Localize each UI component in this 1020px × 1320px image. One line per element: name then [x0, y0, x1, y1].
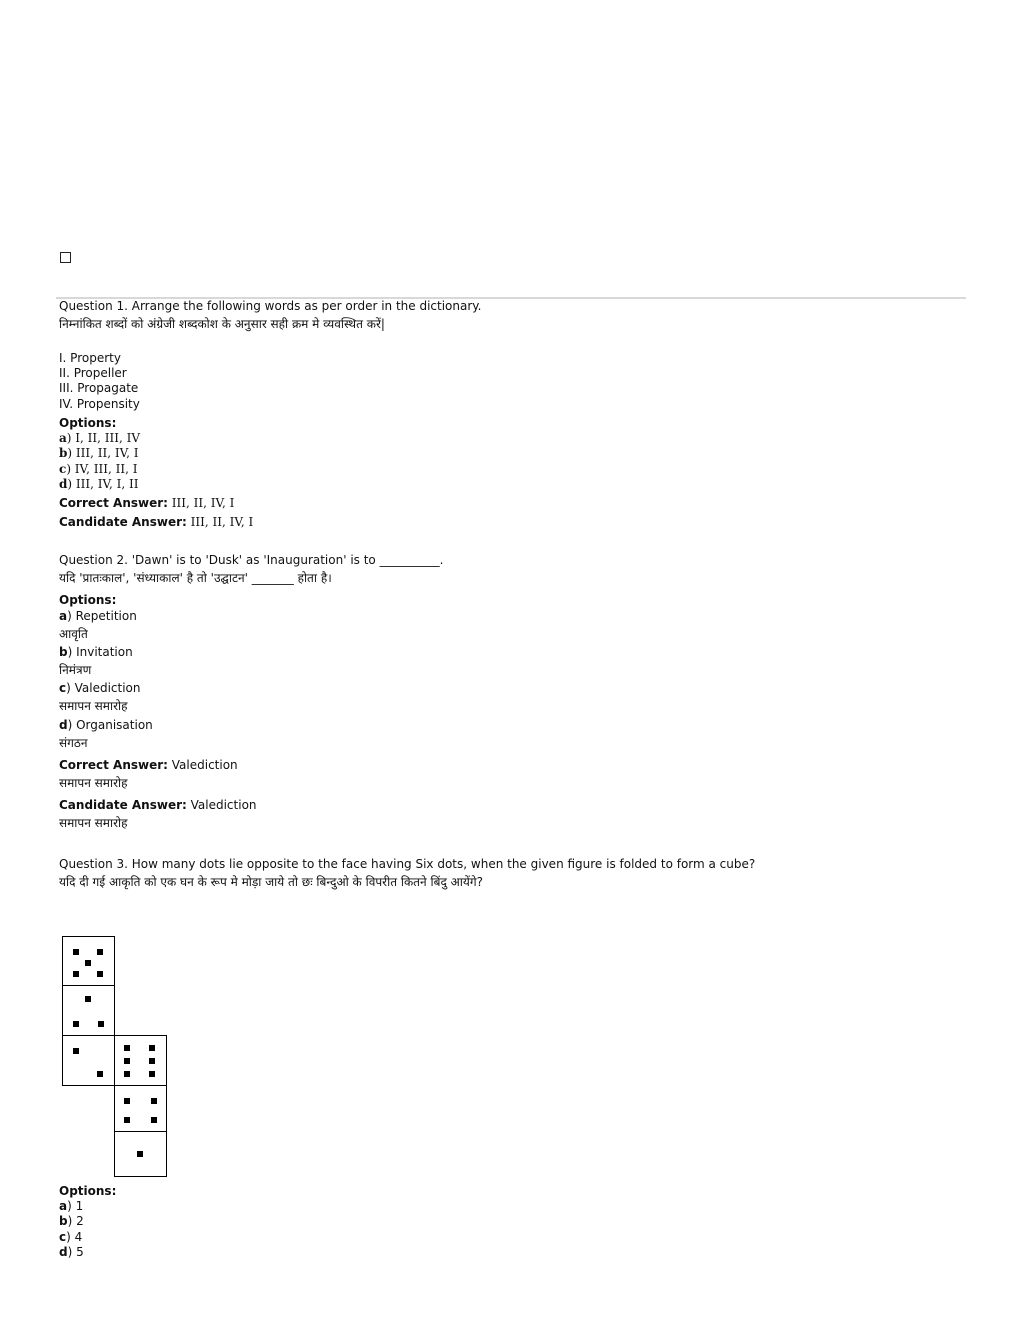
options-label: Options:: [59, 593, 117, 607]
face-five: [62, 936, 115, 986]
option-d: d) III, IV, I, II: [59, 477, 139, 491]
question-1-title-hindi: निम्नांकित शब्दों को अंग्रेजी शब्दकोश के अनुसार सही क्रम मे व्यवस्थित करें|: [59, 317, 385, 331]
list-item: II. Propeller: [59, 366, 127, 380]
question-2-title: Question 2. 'Dawn' is to 'Dusk' as 'Inauguration' is to __________.: [59, 553, 444, 567]
list-item: III. Propagate: [59, 381, 139, 395]
face-one: [114, 1131, 167, 1177]
checkbox[interactable]: [60, 252, 71, 263]
dot: [73, 971, 79, 977]
dot: [85, 960, 91, 966]
option-b: b) Invitation: [59, 645, 133, 659]
option-b: b) 2: [59, 1214, 84, 1228]
dot: [73, 1021, 79, 1027]
dot: [98, 1021, 104, 1027]
options-label: Options:: [59, 416, 117, 430]
list-item: IV. Propensity: [59, 397, 140, 411]
option-d: d) 5: [59, 1245, 84, 1259]
question-3-title: Question 3. How many dots lie opposite to the face having Six dots, when the given figure is folded to form a cube?: [59, 857, 756, 871]
option-c: c) 4: [59, 1230, 83, 1244]
question-2-title-hindi: यदि 'प्रातःकाल', 'संध्याकाल' है तो 'उद्घाटन' _______ होता है।: [59, 571, 332, 585]
option-d-hindi: संगठन: [59, 736, 88, 750]
option-c-hindi: समापन समारोह: [59, 699, 128, 713]
correct-answer: Correct Answer: III, II, IV, I: [59, 496, 235, 510]
option-b: b) III, II, IV, I: [59, 446, 139, 460]
dot: [124, 1058, 130, 1064]
dot: [73, 949, 79, 955]
face-two: [62, 1035, 115, 1086]
face-three: [62, 985, 115, 1036]
option-a: a) I, II, III, IV: [59, 431, 141, 445]
dot: [97, 949, 103, 955]
dot: [151, 1117, 157, 1123]
face-four: [114, 1085, 167, 1132]
dot: [151, 1098, 157, 1104]
options-label: Options:: [59, 1184, 117, 1198]
candidate-answer-hindi: समापन समारोह: [59, 816, 128, 830]
option-c: c) Valediction: [59, 681, 141, 695]
face-six: [114, 1035, 167, 1086]
question-1-title: Question 1. Arrange the following words as per order in the dictionary.: [59, 299, 482, 313]
dot: [124, 1045, 130, 1051]
option-a-hindi: आवृति: [59, 627, 88, 641]
option-a: a) Repetition: [59, 609, 137, 623]
correct-answer-hindi: समापन समारोह: [59, 776, 128, 790]
dot: [85, 996, 91, 1002]
dot: [149, 1058, 155, 1064]
candidate-answer: Candidate Answer: Valediction: [59, 798, 257, 812]
dot: [124, 1098, 130, 1104]
question-3-title-hindi: यदि दी गई आकृति को एक घन के रूप मे मोड़ा जाये तो छः बिन्दुओ के विपरीत कितने बिंदु आयेंगे?: [59, 875, 483, 889]
dot: [97, 1071, 103, 1077]
option-d: d) Organisation: [59, 718, 153, 732]
correct-answer: Correct Answer: Valediction: [59, 758, 238, 772]
dot: [149, 1071, 155, 1077]
dot: [124, 1117, 130, 1123]
candidate-answer: Candidate Answer: III, II, IV, I: [59, 515, 254, 529]
list-item: I. Property: [59, 351, 121, 365]
option-c: c) IV, III, II, I: [59, 462, 138, 476]
dot: [73, 1048, 79, 1054]
option-b-hindi: निमंत्रण: [59, 663, 92, 677]
dot: [137, 1151, 143, 1157]
dot: [124, 1071, 130, 1077]
dot: [97, 971, 103, 977]
option-a: a) 1: [59, 1199, 84, 1213]
dot: [149, 1045, 155, 1051]
